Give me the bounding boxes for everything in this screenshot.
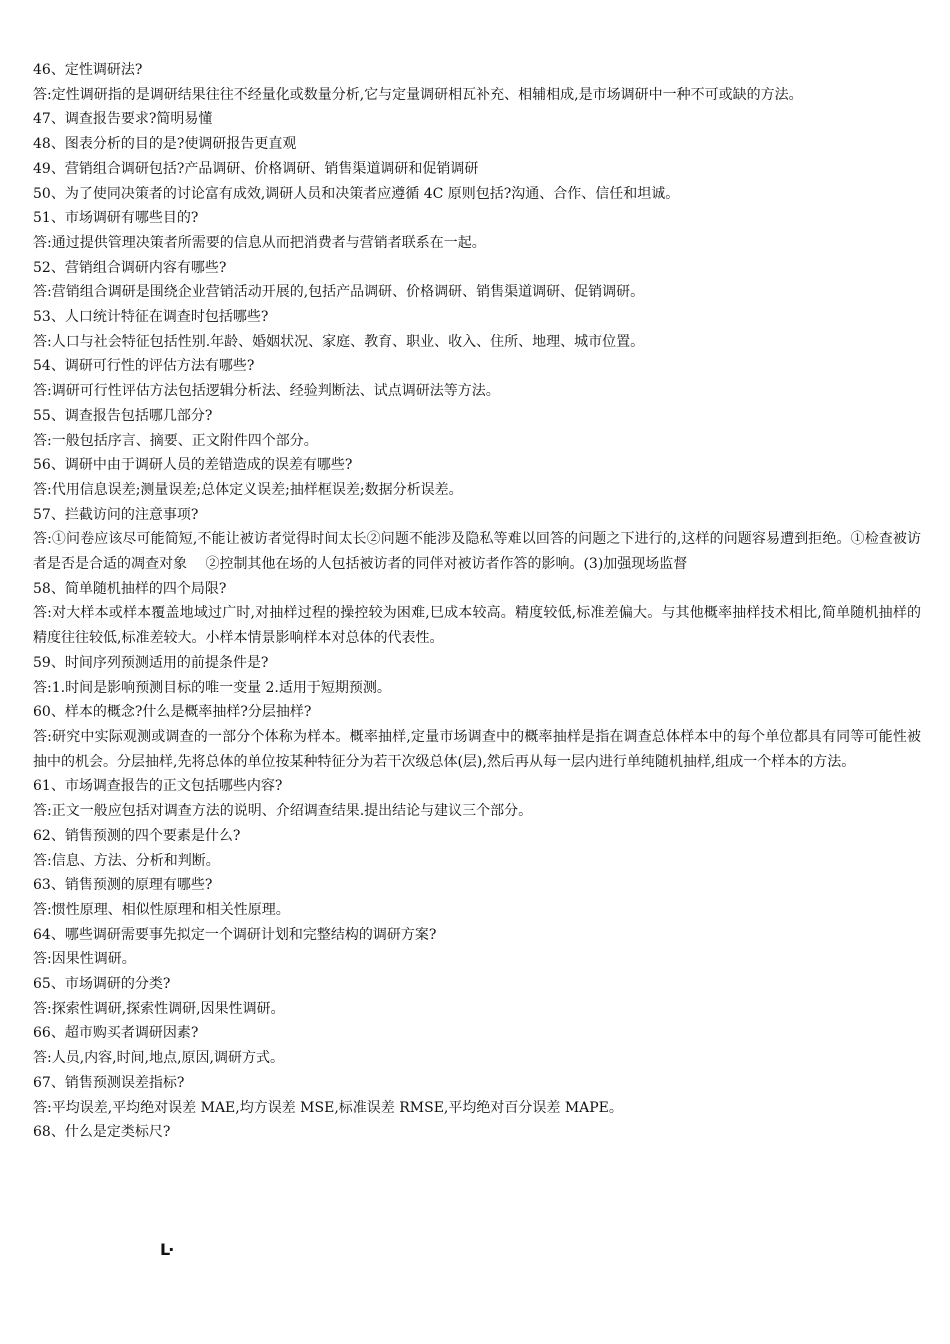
question-text: 54、调研可行性的评估方法有哪些? (33, 358, 255, 375)
answer-text: 答:人口与社会特征包括性别.年龄、婚姻状况、家庭、教育、职业、收入、住所、地理、城市位置。 (33, 333, 645, 350)
answer-text: 答:一般包括序言、摘要、正文附件四个部分。 (33, 432, 318, 449)
document-body (33, 58, 921, 1145)
answer-text: 答:对大样本或样本覆盖地域过广时,对抽样过程的操控较为困难,巳成本较高。精度较低,标准差偏大。与其他概率抽样技术相比,简单随机抽样的精度往往较低,标准差较大。小样本情景影响样本对总体的代表性。 (33, 605, 921, 647)
answer-text: 答:定性调研指的是调研结果往往不经量化或数量分析,它与定量调研相瓦补充、相辅相成,是市场调研中一种不可或缺的方法。 (33, 86, 803, 103)
question-text: 63、销售预测的原理有哪些? (33, 877, 213, 894)
page-footer-mark: L· (160, 1240, 173, 1259)
question-text: 58、简单随机抽样的四个局限? (33, 580, 227, 597)
answer-text: 答:通过提供管理决策者所需要的信息从而把消费者与营销者联系在一起。 (33, 234, 486, 251)
question-text: 53、人口统计特征在调查时包括哪些? (33, 309, 269, 326)
answer-text: 答:①问卷应该尽可能简短,不能让被访者觉得时间太长②问题不能涉及隐私等难以回答的问题之下进行的,这样的问题容易遭到拒绝。①检查被访者是否是合适的凋查对象 ②控制其他在场的人包括被访者的同伴对被访者作答的影响。(3)加强现场监督 (33, 531, 921, 573)
question-text: 60、样本的概念?什么是概率抽样?分层抽样? (33, 704, 312, 721)
answer-text: 答:惯性原理、相似性原理和相关性原理。 (33, 901, 290, 918)
answer-text: 答:调研可行性评估方法包括逻辑分析法、经验判断法、试点调研法等方法。 (33, 383, 500, 400)
answer-text: 答:信息、方法、分析和判断。 (33, 852, 220, 869)
question-text: 56、调研中由于调研人员的差错造成的误差有哪些? (33, 457, 353, 474)
answer-text: 答:营销组合调研是围绕企业营销活动开展的,包括产品调研、价格调研、销售渠道调研、促销调研。 (33, 284, 645, 301)
question-text: 52、营销组合调研内容有哪些? (33, 259, 227, 276)
question-text: 50、为了使同决策者的讨论富有成效,调研人员和决策者应遵循 4C 原则包括?沟通、合作、信任和坦诚。 (33, 185, 680, 202)
question-text: 68、什么是定类标尺? (33, 1124, 171, 1141)
question-text: 59、时间序列预测适用的前提条件是? (33, 654, 269, 671)
answer-text: 答:正文一般应包括对调查方法的说明、介绍调查结果.提出结论与建议三个部分。 (33, 803, 533, 820)
question-text: 62、销售预测的四个要素是什么? (33, 827, 241, 844)
question-text: 57、拦截访问的注意事项? (33, 506, 199, 523)
answer-text: 答:探索性调研,探索性调研,因果性调研。 (33, 1000, 285, 1017)
answer-text: 答:平均误差,平均绝对误差 MAE,均方误差 MSE,标准误差 RMSE,平均绝对百分误差 MAPE。 (33, 1099, 623, 1116)
question-text: 47、调查报告要求?简明易懂 (33, 111, 213, 128)
question-text: 64、哪些调研需要事先拟定一个调研计划和完整结构的调研方案? (33, 926, 437, 943)
question-text: 55、调查报告包括哪几部分? (33, 407, 213, 424)
answer-text: 答:1.时间是影响预测目标的唯一变量 2.适用于短期预测。 (33, 679, 391, 696)
question-text: 66、超市购买者调研因素? (33, 1025, 199, 1042)
question-text: 65、市场调研的分类? (33, 976, 171, 993)
question-text: 49、营销组合调研包括?产品调研、价格调研、销售渠道调研和促销调研 (33, 160, 479, 177)
question-text: 61、市场调查报告的正文包括哪些内容? (33, 778, 283, 795)
answer-text: 答:因果性调研。 (33, 951, 136, 968)
question-text: 46、定性调研法? (33, 62, 143, 78)
answer-text: 答:代用信息误差;测量误差;总体定义误差;抽样框误差;数据分析误差。 (33, 481, 463, 498)
answer-text: 答:人员,内容,时间,地点,原因,调研方式。 (33, 1050, 284, 1067)
question-text: 51、市场调研有哪些目的? (33, 210, 199, 227)
answer-text: 答:研究中实际观测或调查的一部分个体称为样本。概率抽样,定量市场调查中的概率抽样是指在调查总体样本中的每个单位都具有同等可能性被抽中的机会。分层抽样,先将总体的单位按某种特征分为若干次级总体(层),然后再从每一层内进行单纯随机抽样,组成一个样本的方法。 (33, 728, 921, 770)
question-text: 48、图表分析的目的是?使调研报告更直观 (33, 136, 297, 153)
question-text: 67、销售预测误差指标? (33, 1074, 185, 1091)
